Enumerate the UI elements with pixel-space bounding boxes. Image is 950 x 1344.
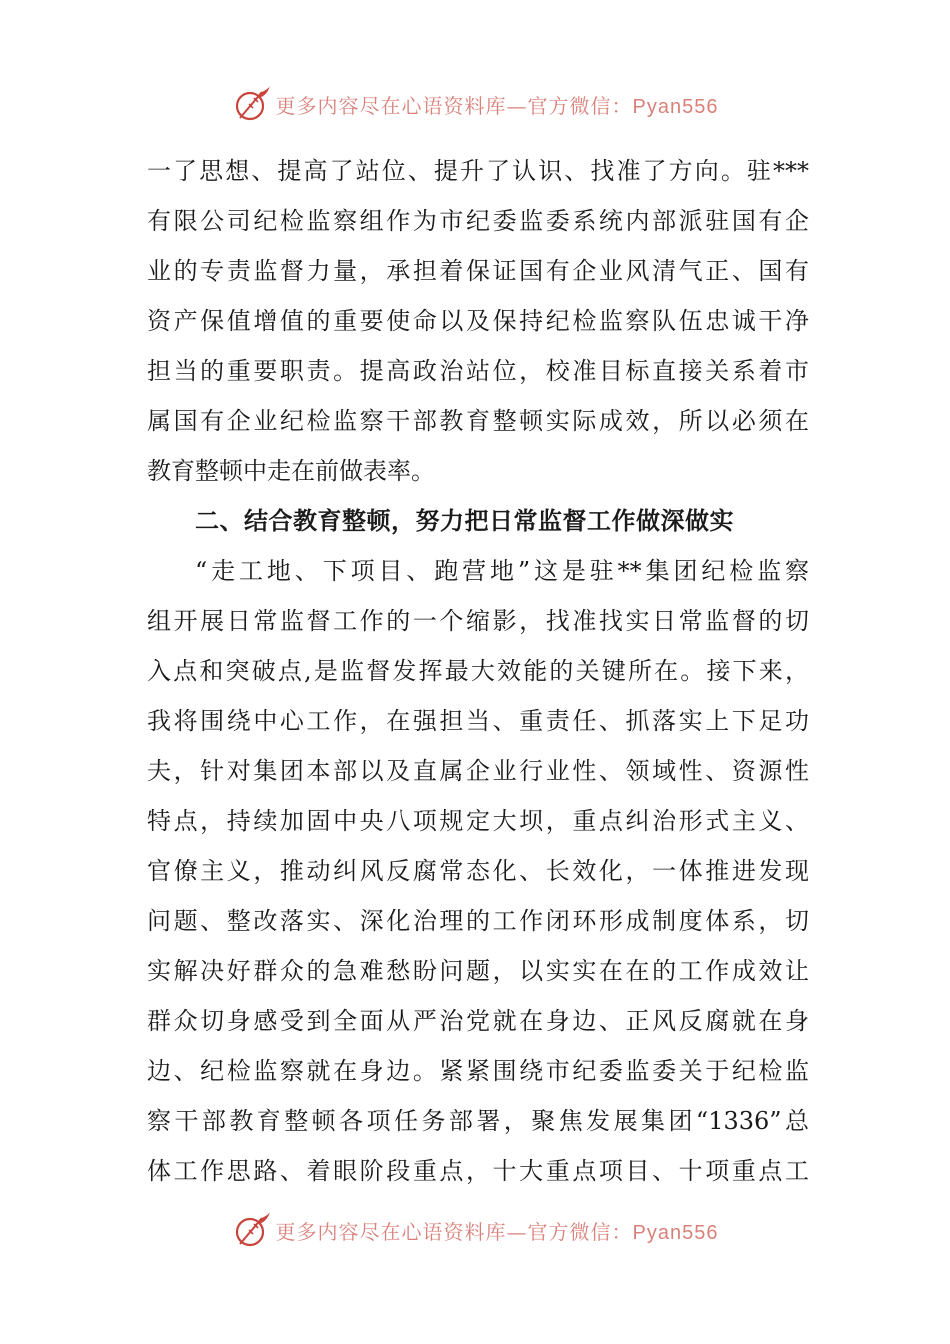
- paragraph-line: 群众切身感受到全面从严治党就在身边、正风反腐就在身: [147, 1007, 809, 1035]
- paragraph-line: 属国有企业纪检监察干部教育整顿实际成效，所以必须在: [147, 407, 809, 435]
- paragraph-line: 我将围绕中心工作，在强担当、重责任、抓落实上下足功: [147, 707, 809, 735]
- footer-watermark: [0, 1210, 950, 1250]
- document-body: [147, 146, 809, 1196]
- paragraph-line: 业的专责监督力量，承担着保证国有企业风清气正、国有: [147, 257, 809, 285]
- quill-pen-icon: [232, 1210, 272, 1250]
- paragraph-line: 察干部教育整顿各项任务部署，聚焦发展集团“1336”总: [147, 1107, 809, 1135]
- paragraph-line: 一了思想、提高了站位、提升了认识、找准了方向。驻***: [147, 157, 809, 185]
- header-watermark: [0, 84, 950, 124]
- paragraph-line: 实解决好群众的急难愁盼问题，以实实在在的工作成效让: [147, 957, 809, 985]
- paragraph-line: 资产保值增值的重要使命以及保持纪检监察队伍忠诚干净: [147, 307, 809, 335]
- paragraph-line: 边、纪检监察就在身边。紧紧围绕市纪委监委关于纪检监: [147, 1057, 809, 1085]
- paragraph-line: 组开展日常监督工作的一个缩影，找准找实日常监督的切: [147, 607, 809, 635]
- watermark-text: 更多内容尽在心语资料库—官方微信：Pyan556: [275, 1219, 719, 1244]
- paragraph-line: 夫，针对集团本部以及直属企业行业性、领域性、资源性: [147, 757, 809, 785]
- paragraph-line: “走工地、下项目、跑营地”这是驻**集团纪检监察: [195, 557, 809, 585]
- paragraph-line: 担当的重要职责。提高政治站位，校准目标直接关系着市: [147, 357, 809, 385]
- paragraph-line: 问题、整改落实、深化治理的工作闭环形成制度体系，切: [147, 907, 809, 935]
- paragraph-line: 官僚主义，推动纠风反腐常态化、长效化，一体推进发现: [147, 857, 809, 885]
- section-heading: 二、结合教育整顿，努力把日常监督工作做深做实: [195, 506, 734, 535]
- paragraph-line: 有限公司纪检监察组作为市纪委监委系统内部派驻国有企: [147, 207, 809, 235]
- quill-pen-icon: [232, 84, 272, 124]
- watermark-text: 更多内容尽在心语资料库—官方微信：Pyan556: [275, 93, 719, 118]
- paragraph-line: 体工作思路、着眼阶段重点，十大重点项目、十项重点工: [147, 1157, 809, 1185]
- paragraph-line: 入点和突破点,是监督发挥最大效能的关键所在。接下来，: [147, 657, 809, 685]
- paragraph-line: 教育整顿中走在前做表率。: [147, 457, 435, 485]
- paragraph-line: 特点，持续加固中央八项规定大坝，重点纠治形式主义、: [147, 807, 809, 835]
